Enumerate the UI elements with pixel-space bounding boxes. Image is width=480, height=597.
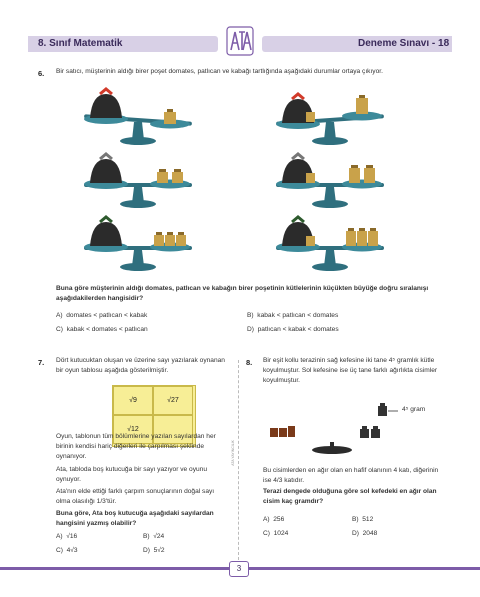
q7-intro: Dört kutucuktan oluşan ve üzerine sayı yazılarak oynanan bir oyun tablosu aşağıda gösterilmiştir.	[56, 357, 225, 374]
q8-body: Bu cisimlerden en ağır olan en hafif olanının 4 katı, diğerinin ise 4/3 katıdır.	[263, 467, 439, 484]
q6-option-d[interactable]: D) patlıcan < kabak < domates	[247, 326, 339, 333]
q6-intro: Bir satıcı, müşterinin aldığı birer poşet domates, patlıcan ve kabağı tartlığında aşağıdaki durumlar ortaya çıkıyor.	[56, 68, 383, 75]
q8-option-a[interactable]: A) 256	[263, 516, 285, 523]
q7-option-d[interactable]: D) 5√2	[143, 547, 165, 554]
cell-1: √9	[113, 386, 153, 415]
weight-label: 4⁵ gram	[402, 406, 426, 413]
scale-3	[78, 208, 196, 272]
column-divider	[238, 360, 240, 560]
vertical-imprint: ATA YAYINCILIK	[231, 440, 235, 466]
cell-2: √27	[153, 386, 193, 415]
scale-2	[78, 145, 196, 209]
scale-4	[270, 82, 388, 146]
scale-1	[78, 82, 196, 146]
q8-number: 8.	[246, 358, 253, 367]
q7-body-1: Oyun, tablonun tüm bölümlerine yazılan sayılardan her birinin kendisi hariç diğerleri ile çarpılması şeklinde oynanıyor.	[56, 433, 216, 460]
q7-question: Buna göre, Ata boş kutucuğa aşağıdaki sayılardan hangisini yazmış olabilir?	[56, 510, 214, 527]
q8-figure	[264, 398, 424, 458]
q6-option-a[interactable]: A) domates < patlıcan < kabak	[56, 312, 148, 319]
q7-number: 7.	[38, 358, 45, 367]
scale-5	[270, 145, 388, 209]
q7-body-2: Ata, tabloda boş kutucuğa bir sayı yazıyor ve oyunu oynuyor.	[56, 466, 208, 483]
q7-option-b[interactable]: B) √24	[143, 533, 165, 540]
ata-logo	[226, 26, 254, 56]
q8-option-c[interactable]: C) 1024	[263, 530, 289, 537]
scale-6	[270, 208, 388, 272]
q8-option-b[interactable]: B) 512	[352, 516, 374, 523]
q8-intro: Bir eşit kollu terazinin sağ kefesine iki tane 4⁵ gramlık kütle koyulmuştur. Sol kefesine ise üç tane farklı ağırlıkta cisimler koyulmuştur.	[263, 357, 438, 384]
q6-option-b[interactable]: B) kabak < patlıcan < domates	[247, 312, 339, 319]
exam-title: Deneme Sınavı - 18	[358, 38, 450, 49]
q7-body-3: Ata'nın elde ettiği farklı çarpım sonuçlarının doğal sayı olma olasılığı 1/3'tür.	[56, 488, 215, 505]
page-number: 3	[229, 561, 249, 577]
q7-option-c[interactable]: C) 4√3	[56, 547, 78, 554]
q6-option-c[interactable]: C) kabak < domates < patlıcan	[56, 326, 148, 333]
subject-title: 8. Sınıf Matematik	[38, 38, 123, 49]
q8-option-d[interactable]: D) 2048	[352, 530, 378, 537]
q8-question: Terazi dengede olduğuna göre sol kefedeki en ağır olan cisim kaç gramdır?	[263, 488, 437, 505]
cell-3: √12	[113, 415, 153, 444]
q6-question: Buna göre müşterinin aldığı domates, patlıcan ve kabağın birer poşetinin kütlelerinin küçükten büyüğe doğru sıralanışı aşağıdakilerden hangisidir?	[56, 285, 429, 302]
q7-option-a[interactable]: A) √16	[56, 533, 78, 540]
q6-number: 6.	[38, 69, 45, 78]
